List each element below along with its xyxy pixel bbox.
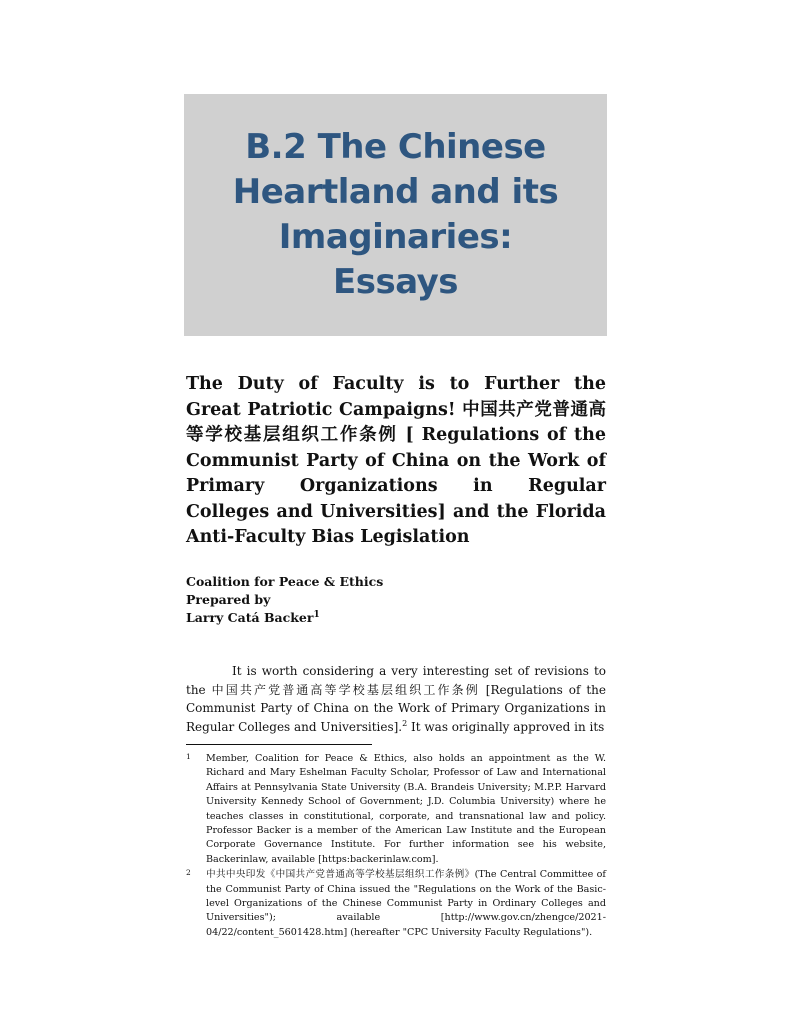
footnote-marker: 2 (186, 868, 191, 878)
body-paragraph-start: It is worth considering a very interesting set of revisions to the 中国共产党普通高等学校基层组织工作条例 [Regulations of the Communist Party of China on the Work of Primary Organizations in Regular Colleges and Universities]. (186, 664, 606, 734)
footnote-marker: 1 (186, 752, 191, 761)
section-title-line: B.2 The Chinese (245, 127, 546, 167)
byline-author (186, 609, 383, 627)
footnote-2 (186, 868, 606, 940)
footnote-ref-1[interactable]: 1 (313, 609, 320, 620)
section-title-line: Imaginaries: (278, 217, 513, 257)
byline-organization: Coalition for Peace & Ethics (186, 574, 384, 589)
footnote-text: 中共中央印发《中国共产党普通高等学校基层组织工作条例》(The Central Committee of the Communist Party of China issued the "Regulations on the Work of the Basic-level Organizations of the Chinese Communist Party in Ordinary Colleges and Universities"); available [http://www.gov.cn/zhengce/2021-04/22/content_5601428.htm] (hereafter "CPC University Faculty Regulations"). (206, 869, 606, 938)
section-title-line: Heartland and its (232, 172, 559, 212)
footnote-ref-2[interactable]: 2 (402, 718, 408, 728)
footnote-1 (186, 752, 606, 867)
byline (186, 573, 383, 627)
essay-title: The Duty of Faculty is to Further the Great Patriotic Campaigns! 中国共产党普通高等学校基层组织工作条例 [ Regulations of the Communist Party of China on the Work of Primary Organizations in Regular Colleges and Universities] and the Florida Anti-Faculty Bias Legislation (186, 374, 606, 547)
body-paragraph-end: It was originally approved in its (407, 719, 605, 734)
body-paragraph (186, 662, 606, 736)
byline-prepared-by: Prepared by (186, 592, 271, 607)
footnote-text: Member, Coalition for Peace & Ethics, also holds an appointment as the W. Richard and Mary Eshelman Faculty Scholar, Professor of Law and International Affairs at Pennsylvania State University (B.A. Brandeis University; M.P.P. Harvard University Kennedy School of Government; J.D. Columbia University) where he teaches classes in constitutional, corporate, and transnational law and policy. Professor Backer is a member of the American Law Institute and the European Corporate Governance Institute. For further information see his website, Backerinlaw, available [https:backerinlaw.com]. (206, 753, 606, 865)
section-banner (184, 94, 607, 336)
author-name: Larry Catá Backer (186, 610, 314, 625)
footnotes (186, 752, 606, 941)
footnote-divider (186, 744, 372, 745)
section-title (233, 125, 558, 305)
section-title-line: Essays (333, 262, 458, 302)
